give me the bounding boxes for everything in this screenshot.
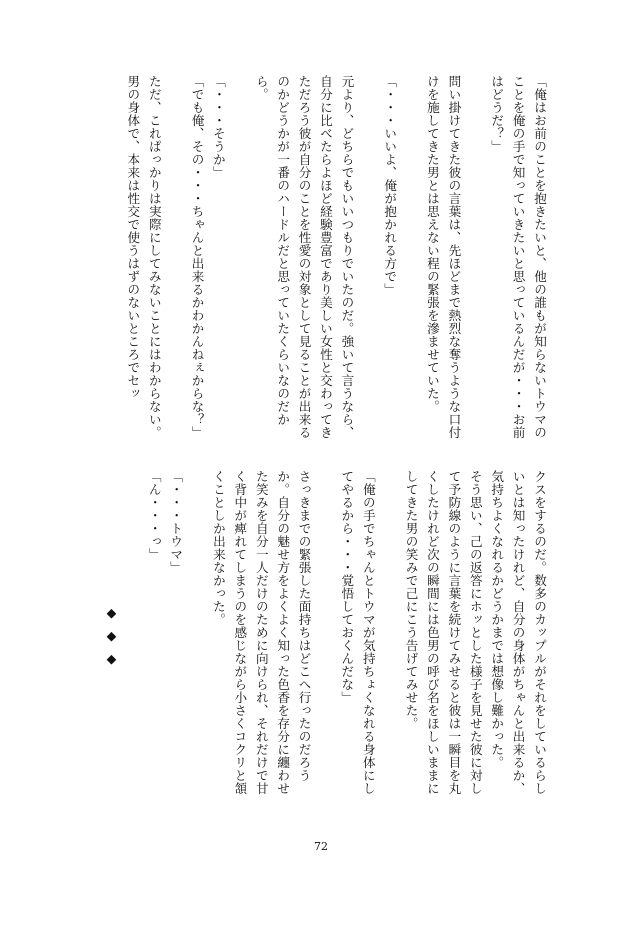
lower-text-block (103, 470, 550, 800)
paragraph-narration-2: 元より、どちらでもいいつもりでいたのだ。強いて言うなら、自分に比べたらよほど経験豊富であり美しい女性と交わってきただろう彼が自分のことを性愛の対象として見ることが出来るのかどうかが一番のハードルだと思っていたくらいなのだから。 (253, 75, 355, 439)
paragraph-dialogue-7: 「ん・・・っ」 (146, 470, 162, 561)
paragraph-dialogue-5: 「俺の手でちゃんとトウマが気持ちょくなれる身体にしてやるから・・・覚悟しておくんだな」 (339, 470, 376, 795)
paragraph-dialogue-2: 「・・・いいよ、俺が抱かれる方で」 (382, 75, 398, 296)
paragraph-dialogue-4: 「でも俺、その・・・ちゃんと出来るかわかんねぇからな？」 (189, 75, 205, 439)
paragraph-narration-6: さっきまでの緊張した面持ちはどこへ行ったのだろうか。自分の魅せ方をよくよく知った色香を存分に纏わせた笑みを自分一人だけのために向けられ、それだけで甘く背中が痺れてしまうのを感じながら小さくコクリと頷くことしか出来なかった。 (210, 470, 312, 795)
paragraph-narration-3: ただ、これぱっかりは実際にしてみないことにはわからない。男の身体で、本来は性交で使うはずのないところでセッ (125, 75, 162, 439)
upper-text-block (110, 75, 550, 445)
paragraph-dialogue-3: 「・・・そうか」 (210, 75, 226, 179)
paragraph-narration-1: 問い掛けてきた彼の言葉は、先ほどまで熱烈な奪うような口付けを施してきた男とは思えない程の緊張を滲ませていた。 (424, 75, 462, 439)
paragraph-dialogue-6: 「・・・トウマ」 (168, 470, 184, 574)
paragraph-dialogue-1: 「俺はお前のことを抱きたいと、他の誰もが知らないトウマのことを俺の手で知っていきたいと思っているんだが・・・お前はどうだ？」 (489, 75, 547, 439)
paragraph-narration-4: クスをするのだ。数多のカップルがそれをしているらしいとは知ったけれど、自分の身体がちゃんと出来るか、気持ちよくなれるかどうかまでは想像し難かった。 (489, 470, 547, 795)
page-number: 72 (314, 840, 328, 853)
paragraph-narration-5: そう思い、己の返答にホッとした様子を見せた彼に対して予防線のように言葉を続けてみせると彼は一瞬目を丸くしたけれど次の瞬間には色男の呼び名をほしいままにしてきた男の笑みで己にこう告げてみせた。 (403, 470, 483, 795)
scene-break-diamonds: ◆◆◆ (103, 605, 119, 674)
